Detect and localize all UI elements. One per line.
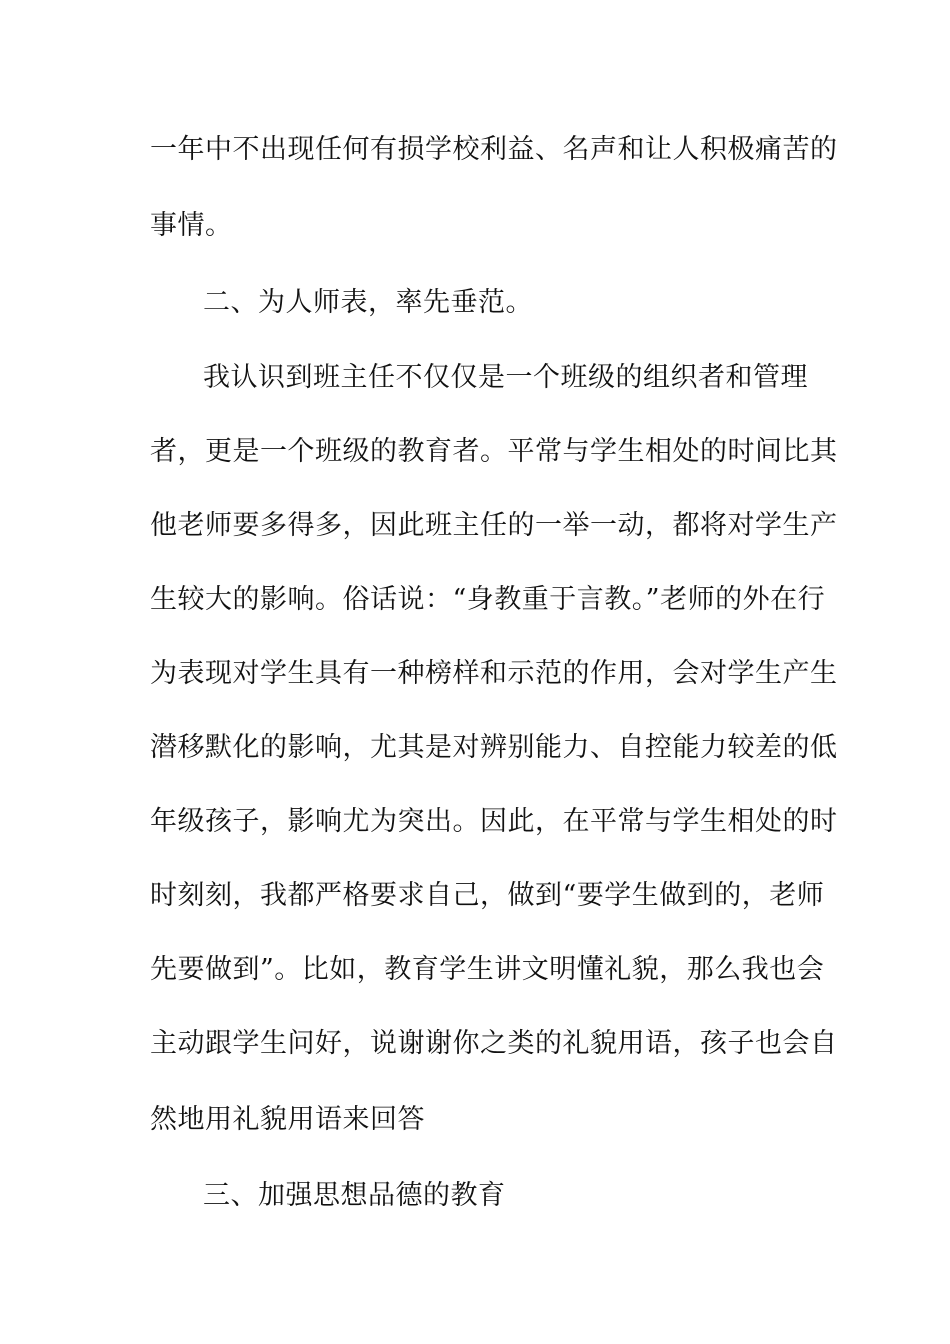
paragraph-line: 一年中不出现任何有损学校利益、名声和让人积极痛苦的 — [150, 134, 838, 165]
paragraph-line: 潜移默化的影响，尤其是对辨别能力、自控能力较差的低 — [150, 732, 838, 763]
paragraph-line: 年级孩子，影响尤为突出。因此，在平常与学生相处的时 — [150, 806, 838, 837]
section-heading-2: 二、为人师表，率先垂范。 — [203, 287, 533, 318]
paragraph-line: 生较大的影响。俗话说：“身教重于言教。”老师的外在行 — [150, 584, 826, 615]
paragraph-line: 者，更是一个班级的教育者。平常与学生相处的时间比其 — [150, 436, 838, 467]
paragraph-line: 先要做到”。比如，教育学生讲文明懂礼貌，那么我也会 — [150, 954, 825, 985]
paragraph-line: 然地用礼貌用语来回答 — [150, 1104, 425, 1135]
paragraph-line: 事情。 — [150, 210, 233, 241]
section-heading-3: 三、加强思想品德的教育 — [203, 1180, 506, 1211]
paragraph-line: 为表现对学生具有一种榜样和示范的作用，会对学生产生 — [150, 658, 838, 689]
paragraph-line: 主动跟学生问好，说谢谢你之类的礼貌用语，孩子也会自 — [150, 1028, 838, 1059]
paragraph-line: 我认识到班主任不仅仅是一个班级的组织者和管理 — [203, 362, 808, 393]
paragraph-line: 他老师要多得多，因此班主任的一举一动，都将对学生产 — [150, 510, 838, 541]
paragraph-line: 时刻刻，我都严格要求自己，做到“要学生做到的，老师 — [150, 880, 825, 911]
